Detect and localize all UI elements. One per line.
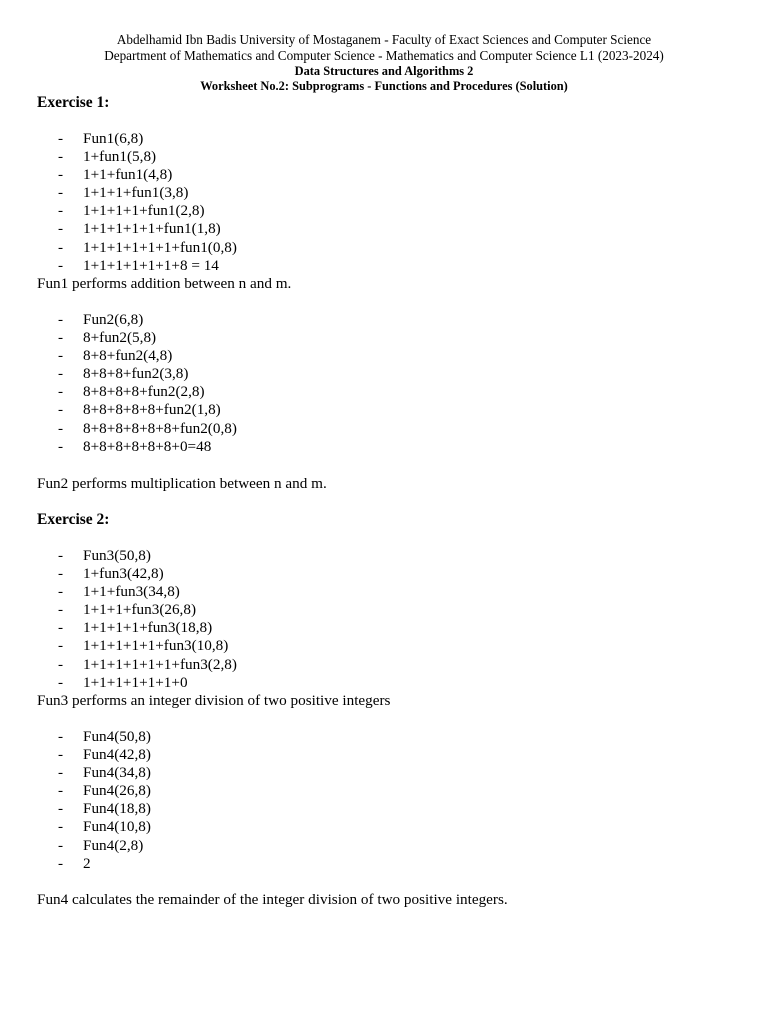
bullet: -: [58, 854, 64, 872]
bullet: -: [58, 836, 64, 854]
bullet: -: [58, 728, 64, 745]
bullet: -: [58, 800, 64, 818]
fun1-conclusion: Fun1 performs addition between n and m.: [37, 275, 292, 292]
fun3-conclusion: Fun3 performs an integer division of two positive integers: [37, 692, 391, 709]
step-text: Fun3(50,8): [83, 547, 151, 564]
step-text: Fun4(42,8): [83, 746, 151, 764]
bullet: -: [58, 256, 64, 274]
bullet: -: [58, 655, 64, 673]
bullet: -: [58, 166, 64, 184]
worksheet-title: Worksheet No.2: Subprograms - Functions and Procedures (Solution): [200, 79, 568, 93]
bullet: -: [58, 238, 64, 256]
course-title: Data Structures and Algorithms 2: [294, 64, 474, 78]
bullet: -: [58, 818, 64, 836]
step-text: 1+1+fun1(4,8): [83, 166, 173, 184]
bullet: -: [58, 329, 64, 347]
step-text: Fun4(26,8): [83, 782, 151, 800]
bullet: -: [58, 311, 64, 328]
step-text: Fun4(50,8): [83, 728, 151, 745]
bullet: -: [58, 401, 64, 419]
step-text: 8+fun2(5,8): [83, 329, 157, 347]
step-text: 8+8+8+8+8+8+0=48: [83, 437, 212, 455]
bullet: -: [58, 130, 64, 147]
bullet: -: [58, 365, 64, 383]
fun4-conclusion: Fun4 calculates the remainder of the integer division of two positive integers.: [37, 891, 508, 908]
step-text: 8+8+fun2(4,8): [83, 347, 173, 365]
step-text: 1+1+1+1+1+1+fun1(0,8): [83, 238, 237, 256]
bullet: -: [58, 202, 64, 220]
step-text: 1+1+1+1+1+1+fun3(2,8): [83, 655, 237, 673]
bullet: -: [58, 764, 64, 782]
bullet: -: [58, 637, 64, 655]
step-text: 1+1+1+fun3(26,8): [83, 601, 197, 619]
step-text: Fun2(6,8): [83, 311, 144, 328]
step-text: 8+8+8+8+8+fun2(1,8): [83, 401, 221, 419]
step-text: Fun4(10,8): [83, 818, 151, 836]
step-text: 1+1+fun3(34,8): [83, 583, 180, 601]
step-text: 1+1+1+1+1+1+0: [83, 673, 188, 691]
exercise-1-heading: Exercise 1:: [37, 94, 110, 111]
step-text: 2: [83, 854, 91, 872]
step-text: Fun4(18,8): [83, 800, 151, 818]
fun2-conclusion: Fun2 performs multiplication between n and m.: [37, 475, 327, 492]
step-text: 1+1+1+1+1+fun3(10,8): [83, 637, 229, 655]
bullet: -: [58, 782, 64, 800]
step-text: 1+1+1+1+1+1+8 = 14: [83, 256, 219, 274]
step-text: 1+1+1+1+1+fun1(1,8): [83, 220, 221, 238]
step-text: 1+1+1+fun1(3,8): [83, 184, 189, 202]
bullet: -: [58, 419, 64, 437]
bullet: -: [58, 184, 64, 202]
step-text: 1+1+1+1+fun3(18,8): [83, 619, 213, 637]
department-header: Department of Mathematics and Computer Science - Mathematics and Computer Science L1 (2023-2024): [104, 48, 664, 63]
bullet: -: [58, 547, 64, 564]
step-text: 1+fun3(42,8): [83, 565, 164, 583]
bullet: -: [58, 383, 64, 401]
step-text: 8+8+8+8+8+8+fun2(0,8): [83, 419, 237, 437]
bullet: -: [58, 565, 64, 583]
step-text: 8+8+8+fun2(3,8): [83, 365, 189, 383]
step-text: Fun4(2,8): [83, 836, 144, 854]
step-text: 1+fun1(5,8): [83, 148, 157, 166]
bullet: -: [58, 601, 64, 619]
exercise-2-heading: Exercise 2:: [37, 511, 110, 528]
bullet: -: [58, 437, 64, 455]
step-text: 1+1+1+1+fun1(2,8): [83, 202, 205, 220]
step-text: Fun4(34,8): [83, 764, 151, 782]
university-header: Abdelhamid Ibn Badis University of Mostaganem - Faculty of Exact Sciences and Computer Science: [116, 32, 652, 47]
bullet: -: [58, 347, 64, 365]
step-text: 8+8+8+8+fun2(2,8): [83, 383, 205, 401]
bullet: -: [58, 619, 64, 637]
bullet: -: [58, 746, 64, 764]
bullet: -: [58, 148, 64, 166]
bullet: -: [58, 220, 64, 238]
bullet: -: [58, 583, 64, 601]
bullet: -: [58, 673, 64, 691]
step-text: Fun1(6,8): [83, 130, 144, 147]
